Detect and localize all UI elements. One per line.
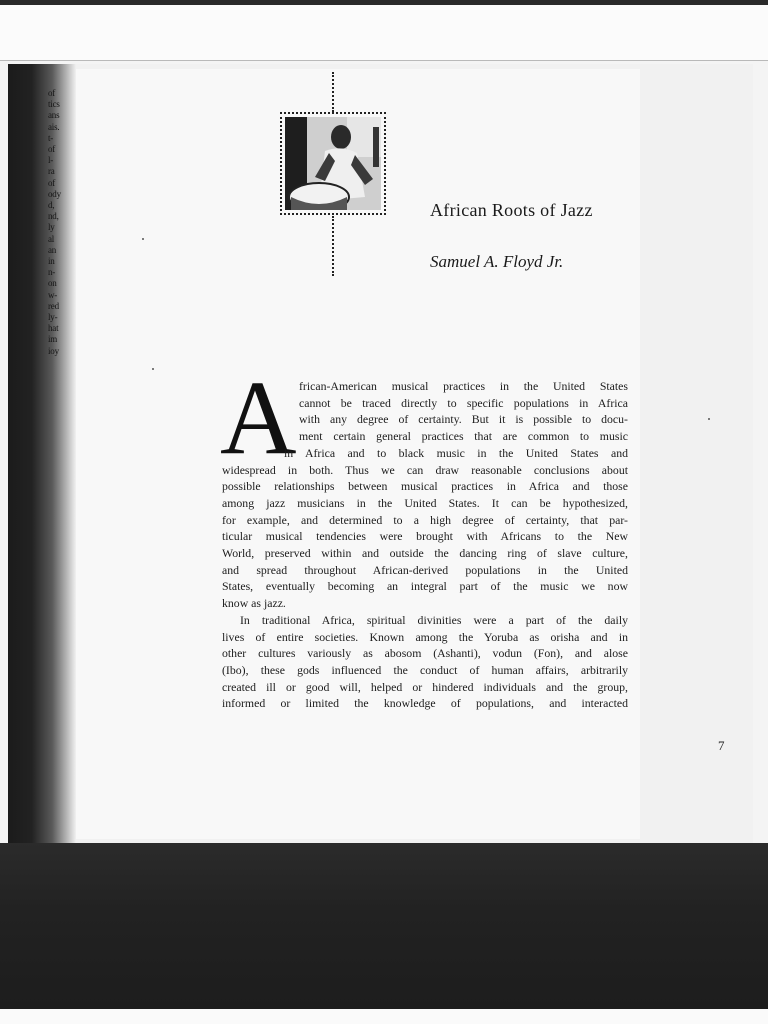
bottom-paper-edge <box>0 1009 768 1024</box>
top-paper-edge <box>0 0 768 61</box>
dotted-rule-bottom <box>332 216 334 276</box>
body-line: frican-American musical practices in the United States <box>299 379 628 393</box>
body-line: ment certain general practices that are common to music <box>299 429 628 444</box>
scan-speck <box>708 418 710 420</box>
article-author: Samuel A. Floyd Jr. <box>430 252 564 271</box>
body-line: informed or limited the knowledge of populations, and interacted <box>222 696 628 711</box>
body-line: ticular musical tendencies were brought with Africans to the New <box>222 529 628 544</box>
body-line: widespread in both. Thus we can draw reasonable conclusions about <box>222 462 628 477</box>
body-line: created ill or good will, helped or hindered individuals and the group, <box>222 679 628 694</box>
dotted-rule-top <box>332 72 334 112</box>
body-line: for example, and determined to a high degree of certainty, that par- <box>222 512 628 527</box>
article-body <box>222 378 628 712</box>
scan-speck <box>152 368 154 370</box>
drummer-illustration <box>285 117 381 210</box>
page-number: 7 <box>718 738 725 753</box>
previous-page-text: of tics ans ais. t- of l- ra of ody d, nd, ly al an in n- on w- red ly- hat im ioy <box>48 88 61 356</box>
body-line: States, eventually becoming an integral part of the music we now <box>222 579 628 594</box>
body-line: with any degree of certainty. But it is possible to docu- <box>299 412 628 427</box>
scanner-bed-shadow <box>0 843 768 1009</box>
body-line: among jazz musicians in the United States. It can be hypothesized, <box>222 495 628 510</box>
body-line: cannot be traced directly to specific populations in Africa <box>299 395 628 410</box>
body-line: lives of entire societies. Known among the Yoruba as orisha and in <box>222 629 628 644</box>
body-line: In traditional Africa, spiritual divinities were a part of the daily <box>240 612 628 627</box>
body-line: other cultures variously as abosom (Ashanti), vodun (Fon), and alose <box>222 646 628 661</box>
body-line: World, preserved within and outside the dancing ring of slave culture, <box>222 546 628 561</box>
musician-photo <box>285 117 381 210</box>
body-line: and spread throughout African-derived populations in the United <box>222 562 628 577</box>
photo-frame <box>280 112 386 215</box>
body-line: possible relationships between musical practices in Africa and those <box>222 479 628 494</box>
drop-cap: A <box>220 359 297 476</box>
article-title: African Roots of Jazz <box>430 200 593 220</box>
body-line: in Africa and to black music in the United States and <box>284 445 628 460</box>
body-line: know as jazz. <box>222 596 286 611</box>
body-line: (Ibo), these gods influenced the conduct of human affairs, arbitrarily <box>222 662 628 677</box>
scan-speck <box>142 238 144 240</box>
